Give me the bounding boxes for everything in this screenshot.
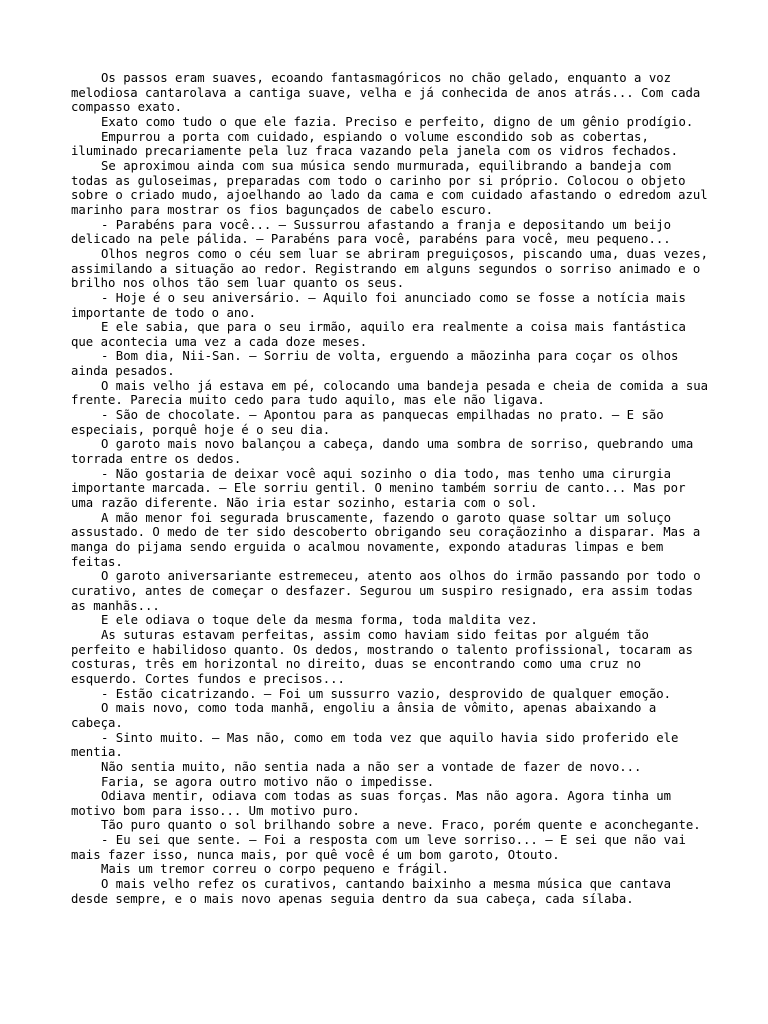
- paragraph: Faria, se agora outro motivo não o impedisse.: [101, 774, 435, 789]
- paragraph: Não sentia muito, não sentia nada a não ser a vontade de fazer de novo...: [101, 759, 642, 774]
- paragraph: E ele odiava o toque dele da mesma forma, toda maldita vez.: [101, 613, 538, 628]
- paragraph: Se aproximou ainda com sua música sendo murmurada, equilibrando a bandeja com todas as guloseimas, preparadas com todo o carinho por si próprio. Colocou o objeto sobre o criado mudo, ajoelhando ao lado da cama e com cuidado afastando o edredom azul marinho para mostrar os fios bagunçados de cabelo escuro.: [71, 158, 716, 217]
- paragraph: Odiava mentir, odiava com todas as suas forças. Mas não agora. Agora tinha um motivo bom para isso... Um motivo puro.: [71, 789, 679, 818]
- paragraph: Olhos negros como o céu sem luar se abriram preguiçosos, piscando uma, duas vezes, assimilando a situação ao redor. Registrando em alguns segundos o sorriso animado e o brilho nos olhos tão sem luar quanto os seus.: [71, 246, 716, 291]
- paragraph: - Parabéns para você... — Sussurrou afastando a franja e depositando um beijo delicado na pele pálida. — Parabéns para você, parabéns para você, meu pequeno...: [71, 217, 679, 247]
- paragraph: - Hoje é o seu aniversário. — Aquilo foi anunciado como se fosse a notícia mais importante de todo o ano.: [71, 290, 694, 320]
- paragraph: Empurrou a porta com cuidado, espiando o volume escondido sob as cobertas, iluminado precariamente pela luz fraca vazando pela janela com os vidros fechados.: [71, 129, 679, 159]
- paragraph: - Bom dia, Nii-San. — Sorriu de volta, erguendo a mãozinha para coçar os olhos ainda pesados.: [71, 349, 686, 379]
- paragraph: As suturas estavam perfeitas, assim como haviam sido feitas por alguém tão perfeito e habilidoso quanto. Os dedos, mostrando o talento profissional, tocaram as costuras, três em horizontal no direito, duas se encontrando como uma cruz no esquerdo. Cortes fundos e precisos...: [71, 627, 701, 686]
- paragraph: A mão menor foi segurada bruscamente, fazendo o garoto quase soltar um soluço assustado. O medo de ter sido descoberto obrigando seu coraçãozinho a disparar. Mas a manga do pijama sendo erguida o acalmou novamente, expondo ataduras limpas e bem feitas.: [71, 510, 708, 569]
- paragraph: Mais um tremor correu o corpo pequeno e frágil.: [101, 862, 449, 877]
- paragraph: O mais novo, como toda manhã, engoliu a ânsia de vômito, apenas abaixando a cabeça.: [71, 701, 664, 730]
- paragraph: E ele sabia, que para o seu irmão, aquilo era realmente a coisa mais fantástica que acontecia uma vez a cada doze meses.: [71, 320, 694, 349]
- paragraph: O mais velho já estava em pé, colocando uma bandeja pesada e cheia de comida a sua frente. Parecia muito cedo para tudo aquilo, mas ele não ligava.: [71, 378, 716, 408]
- document-page: [71, 71, 716, 906]
- paragraph: O garoto mais novo balançou a cabeça, dando uma sombra de sorriso, quebrando uma torrada entre os dedos.: [71, 437, 701, 467]
- paragraph: Os passos eram suaves, ecoando fantasmagóricos no chão gelado, enquanto a voz melodiosa cantarolava a cantiga suave, velha e já conhecida de anos atrás... Com cada compasso exato.: [71, 71, 708, 115]
- paragraph: Exato como tudo o que ele fazia. Preciso e perfeito, digno de um gênio prodígio.: [101, 114, 694, 129]
- paragraph: - Não gostaria de deixar você aqui sozinho o dia todo, mas tenho uma cirurgia importante marcada. — Ele sorriu gentil. O menino também sorriu de canto... Mas por uma razão diferente. Não iria estar sozinho, estaria com o sol.: [71, 466, 693, 511]
- paragraph: - São de chocolate. — Apontou para as panquecas empilhadas no prato. — E são especiais, porquê hoje é o seu dia.: [71, 408, 672, 437]
- paragraph: - Eu sei que sente. — Foi a resposta com um leve sorriso... — E sei que não vai mais fazer isso, nunca mais, por quê você é um bom garoto, Otouto.: [71, 833, 694, 862]
- paragraph: - Sinto muito. — Mas não, como em toda vez que aquilo havia sido proferido ele mentia.: [71, 730, 686, 760]
- paragraph: - Estão cicatrizando. — Foi um sussurro vazio, desprovido de qualquer emoção.: [101, 686, 672, 701]
- paragraph: Tão puro quanto o sol brilhando sobre a neve. Fraco, porém quente e aconchegante.: [101, 818, 701, 833]
- paragraph: O garoto aniversariante estremeceu, atento aos olhos do irmão passando por todo o curativo, antes de começar o desfazer. Segurou um suspiro resignado, era assim todas as manhãs...: [71, 569, 709, 613]
- paragraph: O mais velho refez os curativos, cantando baixinho a mesma música que cantava desde sempre, e o mais novo apenas seguia dentro da sua cabeça, cada sílaba.: [71, 877, 679, 906]
